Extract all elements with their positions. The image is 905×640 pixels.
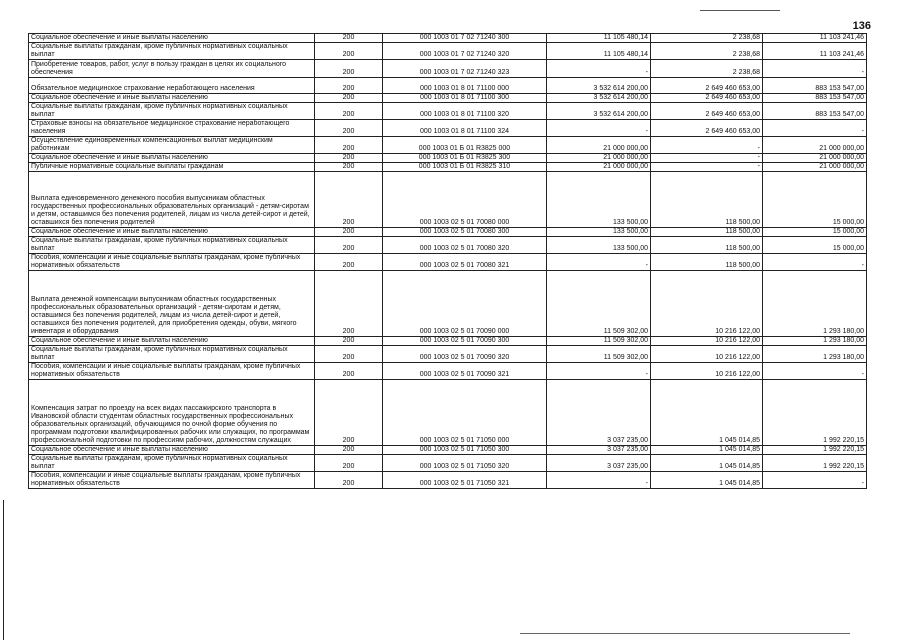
row-approved-cell: 133 500,00	[547, 172, 651, 228]
budget-table	[28, 33, 867, 489]
row-approved-cell: 21 000 000,00	[547, 163, 651, 172]
row-executed-cell: 2 649 460 653,00	[651, 103, 763, 120]
row-kbk-cell: 000 1003 02 5 01 70090 300	[383, 337, 547, 346]
row-approved-cell: 11 509 302,00	[547, 346, 651, 363]
row-approved-cell: 21 000 000,00	[547, 154, 651, 163]
table-row	[29, 103, 867, 120]
table-row	[29, 380, 867, 446]
row-approved-cell: -	[547, 120, 651, 137]
row-approved-cell: 3 532 614 200,00	[547, 103, 651, 120]
table-row	[29, 154, 867, 163]
row-approved-cell: -	[547, 363, 651, 380]
row-code-cell: 200	[315, 455, 383, 472]
row-executed-cell: 2 238,68	[651, 60, 763, 78]
row-code-cell: 200	[315, 254, 383, 271]
row-executed-cell: 10 216 122,00	[651, 363, 763, 380]
row-code-cell: 200	[315, 237, 383, 254]
table-row	[29, 228, 867, 237]
table-row	[29, 472, 867, 489]
row-approved-cell: 3 532 614 200,00	[547, 94, 651, 103]
row-code-cell: 200	[315, 78, 383, 94]
row-name-cell: Социальное обеспечение и иные выплаты населению	[29, 34, 315, 43]
row-remaining-cell: 21 000 000,00	[763, 163, 867, 172]
row-remaining-cell: 15 000,00	[763, 172, 867, 228]
row-code-cell: 200	[315, 380, 383, 446]
row-kbk-cell: 000 1003 01 Б 01 R3825 000	[383, 137, 547, 154]
row-executed-cell: -	[651, 137, 763, 154]
row-code-cell: 200	[315, 363, 383, 380]
table-row	[29, 363, 867, 380]
row-executed-cell: -	[651, 163, 763, 172]
table-row	[29, 34, 867, 43]
row-code-cell: 200	[315, 154, 383, 163]
row-name-cell: Пособия, компенсации и иные социальные выплаты гражданам, кроме публичных нормативных обязательств	[29, 363, 315, 380]
table-row	[29, 43, 867, 60]
row-kbk-cell: 000 1003 01 7 02 71240 323	[383, 60, 547, 78]
row-remaining-cell: -	[763, 60, 867, 78]
row-name-cell: Социальные выплаты гражданам, кроме публичных нормативных социальных выплат	[29, 237, 315, 254]
row-code-cell: 200	[315, 94, 383, 103]
row-kbk-cell: 000 1003 02 5 01 70090 320	[383, 346, 547, 363]
row-remaining-cell: 1 992 220,15	[763, 446, 867, 455]
row-kbk-cell: 000 1003 01 Б 01 R3825 310	[383, 163, 547, 172]
row-executed-cell: 118 500,00	[651, 254, 763, 271]
row-remaining-cell: 1 992 220,15	[763, 455, 867, 472]
row-remaining-cell: 15 000,00	[763, 228, 867, 237]
row-name-cell: Пособия, компенсации и иные социальные выплаты гражданам, кроме публичных нормативных обязательств	[29, 254, 315, 271]
row-kbk-cell: 000 1003 02 5 01 70080 320	[383, 237, 547, 254]
table-row	[29, 337, 867, 346]
row-code-cell: 200	[315, 163, 383, 172]
row-executed-cell: 2 238,68	[651, 34, 763, 43]
row-name-cell: Осуществление единовременных компенсационных выплат медицинским работникам	[29, 137, 315, 154]
row-code-cell: 200	[315, 446, 383, 455]
row-name-cell: Социальное обеспечение и иные выплаты населению	[29, 94, 315, 103]
scan-artifact-top	[700, 10, 780, 11]
row-code-cell: 200	[315, 60, 383, 78]
row-remaining-cell: 11 103 241,46	[763, 43, 867, 60]
row-kbk-cell: 000 1003 02 5 01 70080 300	[383, 228, 547, 237]
row-name-cell: Страховые взносы на обязательное медицинское страхование неработающего населения	[29, 120, 315, 137]
row-code-cell: 200	[315, 103, 383, 120]
table-row	[29, 163, 867, 172]
row-kbk-cell: 000 1003 01 Б 01 R3825 300	[383, 154, 547, 163]
row-name-cell: Пособия, компенсации и иные социальные выплаты гражданам, кроме публичных нормативных обязательств	[29, 472, 315, 489]
row-executed-cell: -	[651, 154, 763, 163]
row-name-cell: Обязательное медицинское страхование неработающего населения	[29, 78, 315, 94]
row-kbk-cell: 000 1003 01 8 01 71100 324	[383, 120, 547, 137]
table-row	[29, 254, 867, 271]
row-executed-cell: 2 649 460 653,00	[651, 94, 763, 103]
row-approved-cell: 21 000 000,00	[547, 137, 651, 154]
row-approved-cell: 11 509 302,00	[547, 271, 651, 337]
budget-table-body	[29, 34, 867, 489]
row-kbk-cell: 000 1003 02 5 01 71050 300	[383, 446, 547, 455]
row-remaining-cell: -	[763, 120, 867, 137]
row-approved-cell: 11 105 480,14	[547, 43, 651, 60]
row-code-cell: 200	[315, 228, 383, 237]
row-remaining-cell: 21 000 000,00	[763, 137, 867, 154]
row-code-cell: 200	[315, 346, 383, 363]
row-kbk-cell: 000 1003 01 7 02 71240 300	[383, 34, 547, 43]
table-row	[29, 60, 867, 78]
row-kbk-cell: 000 1003 01 8 01 71100 000	[383, 78, 547, 94]
table-row	[29, 172, 867, 228]
row-remaining-cell: 11 103 241,46	[763, 34, 867, 43]
row-code-cell: 200	[315, 172, 383, 228]
row-name-cell: Социальные выплаты гражданам, кроме публичных нормативных социальных выплат	[29, 455, 315, 472]
table-row	[29, 78, 867, 94]
row-kbk-cell: 000 1003 02 5 01 71050 321	[383, 472, 547, 489]
row-kbk-cell: 000 1003 02 5 01 70080 000	[383, 172, 547, 228]
row-executed-cell: 1 045 014,85	[651, 455, 763, 472]
row-executed-cell: 118 500,00	[651, 172, 763, 228]
row-name-cell: Приобретение товаров, работ, услуг в пользу граждан в целях их социального обеспечения	[29, 60, 315, 78]
row-remaining-cell: 15 000,00	[763, 237, 867, 254]
table-row	[29, 455, 867, 472]
row-code-cell: 200	[315, 337, 383, 346]
row-kbk-cell: 000 1003 02 5 01 70090 321	[383, 363, 547, 380]
row-kbk-cell: 000 1003 02 5 01 71050 000	[383, 380, 547, 446]
row-code-cell: 200	[315, 137, 383, 154]
row-name-cell: Социальное обеспечение и иные выплаты населению	[29, 446, 315, 455]
row-code-cell: 200	[315, 34, 383, 43]
row-name-cell: Социальное обеспечение и иные выплаты населению	[29, 228, 315, 237]
row-executed-cell: 118 500,00	[651, 228, 763, 237]
row-remaining-cell: 1 992 220,15	[763, 380, 867, 446]
table-row	[29, 237, 867, 254]
row-approved-cell: 133 500,00	[547, 228, 651, 237]
row-approved-cell: 11 509 302,00	[547, 337, 651, 346]
row-executed-cell: 2 649 460 653,00	[651, 78, 763, 94]
row-remaining-cell: -	[763, 363, 867, 380]
row-kbk-cell: 000 1003 02 5 01 71050 320	[383, 455, 547, 472]
row-name-cell: Социальное обеспечение и иные выплаты населению	[29, 154, 315, 163]
row-name-cell: Социальные выплаты гражданам, кроме публичных нормативных социальных выплат	[29, 103, 315, 120]
row-kbk-cell: 000 1003 01 8 01 71100 320	[383, 103, 547, 120]
row-approved-cell: 3 532 614 200,00	[547, 78, 651, 94]
row-remaining-cell: -	[763, 472, 867, 489]
scan-artifact-bottom	[520, 633, 850, 634]
row-executed-cell: 118 500,00	[651, 237, 763, 254]
row-name-cell: Социальные выплаты гражданам, кроме публичных нормативных социальных выплат	[29, 43, 315, 60]
row-remaining-cell: -	[763, 254, 867, 271]
table-row	[29, 94, 867, 103]
row-kbk-cell: 000 1003 02 5 01 70080 321	[383, 254, 547, 271]
row-remaining-cell: 1 293 180,00	[763, 271, 867, 337]
row-approved-cell: 3 037 235,00	[547, 446, 651, 455]
row-executed-cell: 10 216 122,00	[651, 346, 763, 363]
row-approved-cell: -	[547, 60, 651, 78]
row-remaining-cell: 883 153 547,00	[763, 103, 867, 120]
row-kbk-cell: 000 1003 01 8 01 71100 300	[383, 94, 547, 103]
row-remaining-cell: 21 000 000,00	[763, 154, 867, 163]
row-executed-cell: 2 238,68	[651, 43, 763, 60]
row-remaining-cell: 1 293 180,00	[763, 337, 867, 346]
row-approved-cell: 3 037 235,00	[547, 380, 651, 446]
row-code-cell: 200	[315, 43, 383, 60]
row-kbk-cell: 000 1003 01 7 02 71240 320	[383, 43, 547, 60]
row-remaining-cell: 883 153 547,00	[763, 94, 867, 103]
row-executed-cell: 2 649 460 653,00	[651, 120, 763, 137]
row-name-cell: Публичные нормативные социальные выплаты гражданам	[29, 163, 315, 172]
row-executed-cell: 1 045 014,85	[651, 446, 763, 455]
row-name-cell: Социальное обеспечение и иные выплаты населению	[29, 337, 315, 346]
table-row	[29, 346, 867, 363]
row-executed-cell: 1 045 014,85	[651, 472, 763, 489]
row-approved-cell: 133 500,00	[547, 237, 651, 254]
table-row	[29, 446, 867, 455]
row-executed-cell: 10 216 122,00	[651, 271, 763, 337]
row-approved-cell: -	[547, 254, 651, 271]
row-name-cell: Социальные выплаты гражданам, кроме публичных нормативных социальных выплат	[29, 346, 315, 363]
row-approved-cell: 11 105 480,14	[547, 34, 651, 43]
row-name-cell: Выплата денежной компенсации выпускникам областных государственных профессиональных образовательных организаций - детям-сиротам и детям, оставшимся без попечения родителей, лицам из числа детей-сирот и детей, оставшихся без попечения родителей, для приобретения одежды, обуви, мягкого инвентаря и оборудования	[29, 271, 315, 337]
page-number: 136	[852, 20, 871, 32]
row-code-cell: 200	[315, 271, 383, 337]
row-name-cell: Выплата единовременного денежного пособия выпускникам областных государственных профессиональных образовательных организаций - детям-сиротам и детям, оставшимся без попечения родителей, лицам из числа детей-сирот и детей, оставшихся без попечения родителей	[29, 172, 315, 228]
row-code-cell: 200	[315, 472, 383, 489]
scan-artifact-left	[3, 500, 4, 640]
row-executed-cell: 10 216 122,00	[651, 337, 763, 346]
table-row	[29, 120, 867, 137]
row-executed-cell: 1 045 014,85	[651, 380, 763, 446]
row-approved-cell: 3 037 235,00	[547, 455, 651, 472]
row-code-cell: 200	[315, 120, 383, 137]
row-approved-cell: -	[547, 472, 651, 489]
row-remaining-cell: 883 153 547,00	[763, 78, 867, 94]
table-row	[29, 271, 867, 337]
row-remaining-cell: 1 293 180,00	[763, 346, 867, 363]
row-kbk-cell: 000 1003 02 5 01 70090 000	[383, 271, 547, 337]
table-row	[29, 137, 867, 154]
row-name-cell: Компенсация затрат по проезду на всех видах пассажирского транспорта в Ивановской области студентам областных государственных профессиональных образовательных организаций, обучающимся по очной форме обучения по программам подготовки квалифицированных рабочих или служащих, по программам профессиональной подготовки по профессиям рабочих, должностям служащих	[29, 380, 315, 446]
